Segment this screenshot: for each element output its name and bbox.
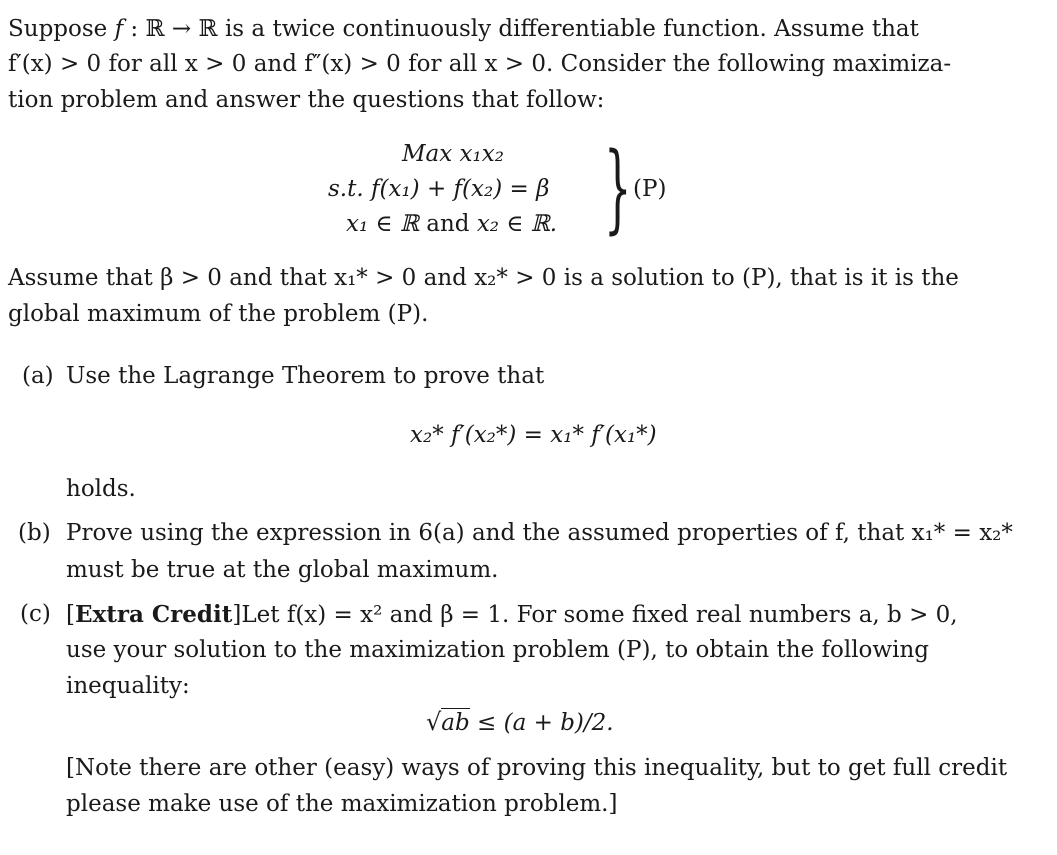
domain-and: and xyxy=(418,211,477,237)
part-a-equation: x₂* f′(x₂*) = x₁* f′(x₁*) xyxy=(410,422,657,448)
part-c-note-2: please make use of the maximization problem.] xyxy=(66,791,618,817)
problem-domain xyxy=(346,213,557,236)
intro-text-rest: is a twice continuously differentiable function. Assume that xyxy=(217,16,919,42)
reals-symbol: ℝ xyxy=(145,16,165,42)
intro-line-1 xyxy=(8,18,919,41)
reals-symbol: ℝ xyxy=(198,16,218,42)
part-c-inequality xyxy=(426,710,614,735)
problem-constraint xyxy=(328,178,549,201)
function-symbol: f xyxy=(114,16,124,42)
problem-label: (P) xyxy=(633,176,667,202)
sqrt-icon: √ xyxy=(426,708,442,736)
inequality-rest: ≤ (a + b)/2. xyxy=(469,710,614,736)
part-b-line-2: must be true at the global maximum. xyxy=(66,557,499,583)
part-c-label: (c) xyxy=(20,601,51,627)
part-c-line-2: use your solution to the maximization problem (P), to obtain the following xyxy=(66,637,929,663)
radicand: ab xyxy=(441,710,470,736)
part-a-text: Use the Lagrange Theorem to prove that xyxy=(66,363,545,389)
intro-text: Suppose xyxy=(8,16,115,42)
part-c-note-1: [Note there are other (easy) ways of proving this inequality, but to get full credit xyxy=(66,755,1008,781)
domain-x2: x₂ ∈ ℝ. xyxy=(476,211,558,237)
constraint-equation: f(x₁) + f(x₂) = β xyxy=(370,176,550,202)
part-a-label: (a) xyxy=(22,363,54,389)
part-b-label: (b) xyxy=(18,520,51,546)
part-c-line-1-text: Let f(x) = x² and β = 1. For some fixed real numbers a, b > 0, xyxy=(241,602,958,628)
part-c-line-1: [Extra Credit]Let f(x) = x² and β = 1. For some fixed real numbers a, b > 0, xyxy=(66,601,958,628)
right-brace-icon: } xyxy=(604,132,632,244)
intro-line-3: tion problem and answer the questions that follow: xyxy=(8,87,605,113)
extra-credit-label: Extra Credit xyxy=(74,601,233,628)
assume-line-1: Assume that β > 0 and that x₁* > 0 and x₂* > 0 is a solution to (P), that is it is the xyxy=(8,265,959,291)
part-a-holds: holds. xyxy=(66,476,136,502)
part-c-line-3: inequality: xyxy=(66,673,190,699)
st-label: s.t. xyxy=(328,176,371,202)
domain-x1: x₁ ∈ ℝ xyxy=(346,211,419,237)
arrow-symbol: → xyxy=(164,16,199,42)
assume-line-2: global maximum of the problem (P). xyxy=(8,301,429,327)
part-b-line-1: Prove using the expression in 6(a) and the assumed properties of f, that x₁* = x₂* xyxy=(66,520,1013,546)
intro-line-2: f′(x) > 0 for all x > 0 and f″(x) > 0 for all x > 0. Consider the following maximiza- xyxy=(8,51,952,77)
colon: : xyxy=(123,16,146,42)
problem-objective: Max x₁x₂ xyxy=(402,141,504,167)
